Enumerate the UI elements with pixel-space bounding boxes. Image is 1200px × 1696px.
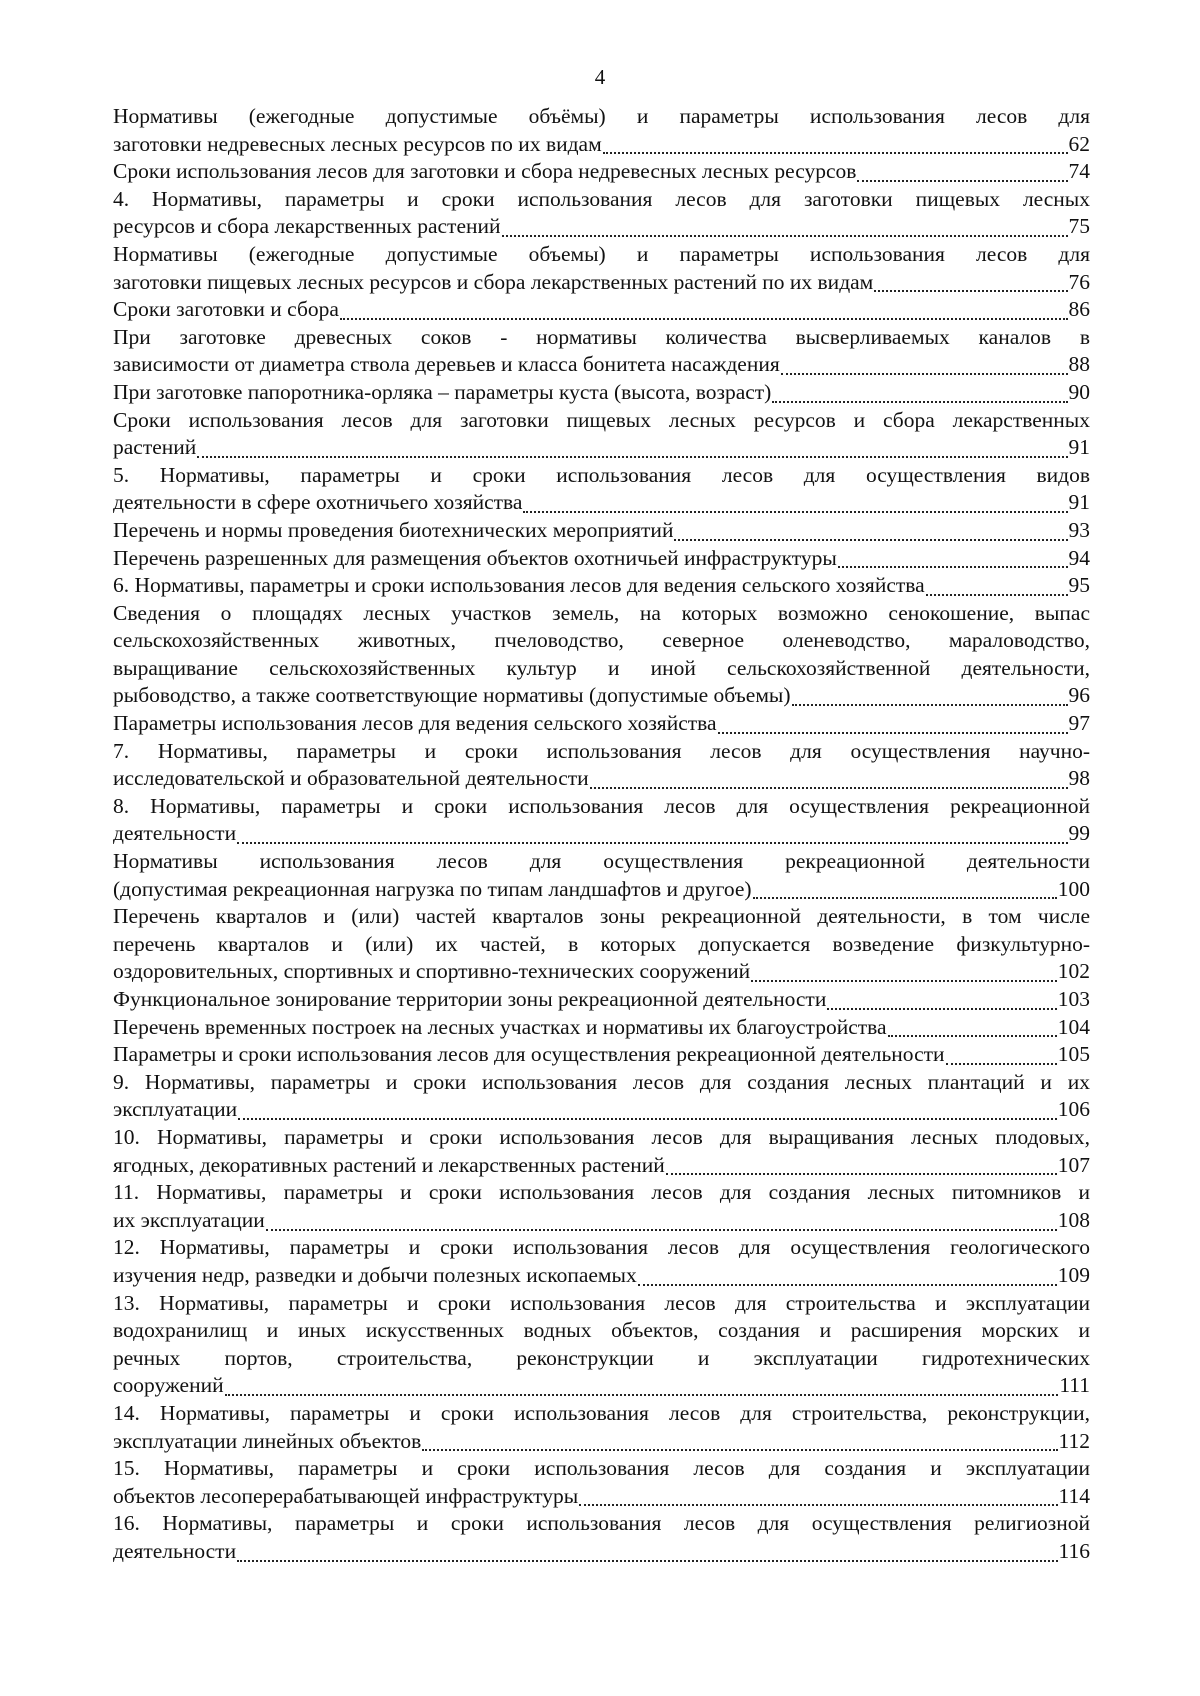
toc-entry-line: 11. Нормативы, параметры и сроки использования лесов для создания лесных питомников и: [113, 1180, 1090, 1205]
toc-page-number: 116: [1058, 1538, 1090, 1563]
toc-page-number: 98: [1068, 766, 1090, 791]
toc-entry-title: деятельности: [113, 821, 237, 846]
toc-entry-last-line: [113, 158, 1090, 186]
toc-entry[interactable]: [113, 1069, 1090, 1124]
dot-leader: [781, 373, 1068, 375]
toc-entry[interactable]: [113, 793, 1090, 848]
dot-leader: [888, 1035, 1057, 1037]
toc-page-number: 103: [1057, 987, 1090, 1011]
toc-page-number: 99: [1068, 821, 1090, 846]
toc-entry-last-line: [113, 434, 1090, 462]
toc-entry-last-line: [113, 958, 1090, 986]
toc-page-number: 114: [1058, 1483, 1090, 1508]
toc-page-number: 97: [1068, 711, 1090, 736]
toc-entry-line: 16. Нормативы, параметры и сроки использования лесов для осуществления религиозной: [113, 1511, 1090, 1536]
toc-page-number: 94: [1068, 545, 1090, 570]
toc-entry-title: Функциональное зонирование территории зоны рекреационной деятельности: [113, 987, 827, 1011]
toc-entry[interactable]: [113, 241, 1090, 296]
toc-entry[interactable]: [113, 1124, 1090, 1179]
toc-entry-title: Параметры и сроки использования лесов для осуществления рекреационной деятельности: [113, 1042, 945, 1067]
toc-entry-title: заготовки пищевых лесных ресурсов и сбора лекарственных растений по их видам: [113, 269, 874, 294]
toc-entry-last-line: [113, 1041, 1090, 1069]
toc-entry[interactable]: [113, 545, 1090, 573]
toc-page-number: 107: [1057, 1152, 1090, 1177]
toc-entry-title: ягодных, декоративных растений и лекарственных растений: [113, 1152, 665, 1177]
toc-entry[interactable]: [113, 572, 1090, 600]
toc-entry-title: деятельности: [113, 1538, 237, 1563]
toc-entry-line: Сроки использования лесов для заготовки пищевых лесных ресурсов и сбора лекарственных: [113, 407, 1090, 432]
toc-entry-title: При заготовке папоротника-орляка – параметры куста (высота, возраст): [113, 379, 772, 404]
toc-entry-line: 9. Нормативы, параметры и сроки использования лесов для создания лесных плантаций и их: [113, 1069, 1090, 1094]
toc-entry-line: водохранилищ и иных искусственных водных объектов, создания и расширения морских и: [113, 1318, 1090, 1343]
toc-entry-last-line: [113, 131, 1090, 159]
toc-entry-last-line: [113, 351, 1090, 379]
dot-leader: [666, 1173, 1057, 1175]
toc-entry[interactable]: [113, 1234, 1090, 1289]
toc-page-number: 106: [1057, 1097, 1090, 1122]
toc-entry-title: 6. Нормативы, параметры и сроки использования лесов для ведения сельского хозяйства: [113, 573, 925, 598]
toc-entry[interactable]: [113, 103, 1090, 158]
dot-leader: [422, 1449, 1057, 1451]
toc-page-number: 76: [1068, 269, 1090, 294]
toc-page-number: 96: [1068, 683, 1090, 708]
dot-leader: [874, 290, 1067, 292]
toc-page-number: 95: [1068, 573, 1090, 598]
toc-entry[interactable]: [113, 903, 1090, 986]
toc-page-number: 108: [1057, 1207, 1090, 1232]
toc-entry-title: Параметры использования лесов для ведения сельского хозяйства: [113, 711, 717, 736]
toc-entry-last-line: [113, 213, 1090, 241]
dot-leader: [579, 1504, 1057, 1506]
dot-leader: [718, 732, 1068, 734]
toc-entry[interactable]: [113, 1290, 1090, 1400]
toc-entry-title: эксплуатации: [113, 1097, 238, 1122]
toc-page-number: 86: [1068, 297, 1090, 322]
toc-entry-line: 14. Нормативы, параметры и сроки использования лесов для строительства, реконструкции,: [113, 1400, 1090, 1425]
dot-leader: [590, 787, 1068, 789]
toc-entry-last-line: [113, 1096, 1090, 1124]
toc-entry[interactable]: [113, 986, 1090, 1014]
toc-entry-title: зависимости от диаметра ствола деревьев и класса бонитета насаждения: [113, 352, 780, 377]
page-number: 4: [594, 65, 606, 89]
dot-leader: [946, 1063, 1057, 1065]
toc-entry-line: 5. Нормативы, параметры и сроки использования лесов для осуществления видов: [113, 462, 1090, 487]
toc-entry-last-line: [113, 1014, 1090, 1042]
toc-entry-line: 10. Нормативы, параметры и сроки использования лесов для выращивания лесных плодовых,: [113, 1124, 1090, 1149]
dot-leader: [792, 704, 1068, 706]
dot-leader: [340, 318, 1068, 320]
toc-page-number: 88: [1068, 352, 1090, 377]
dot-leader: [603, 152, 1068, 154]
toc-entry-title: исследовательской и образовательной деятельности: [113, 766, 589, 791]
toc-entry-last-line: [113, 1372, 1090, 1400]
toc-entry[interactable]: [113, 462, 1090, 517]
toc-entry-title: Сроки заготовки и сбора: [113, 297, 339, 322]
dot-leader: [751, 980, 1057, 982]
toc-entry[interactable]: [113, 710, 1090, 738]
toc-entry-title: рыбоводство, а также соответствующие нормативы (допустимые объемы): [113, 683, 791, 708]
dot-leader: [523, 511, 1067, 513]
toc-entry-last-line: [113, 682, 1090, 710]
toc-entry-last-line: [113, 545, 1090, 573]
dot-leader: [237, 842, 1067, 844]
dot-leader: [638, 1284, 1057, 1286]
toc-entry-last-line: [113, 572, 1090, 600]
toc-entry[interactable]: [113, 296, 1090, 324]
toc-entry-line: выращивание сельскохозяйственных культур и иной сельскохозяйственной деятельности,: [113, 655, 1090, 680]
toc-entry-line: 15. Нормативы, параметры и сроки использования лесов для создания и эксплуатации: [113, 1456, 1090, 1481]
table-of-contents: [113, 103, 1090, 1565]
toc-entry-last-line: [113, 1152, 1090, 1180]
toc-entry-last-line: [113, 765, 1090, 793]
toc-entry[interactable]: [113, 158, 1090, 186]
toc-entry-line: речных портов, строительства, реконструкции и эксплуатации гидротехнических: [113, 1345, 1090, 1370]
toc-entry-title: оздоровительных, спортивных и спортивно-технических сооружений: [113, 959, 751, 984]
toc-entry-line: 12. Нормативы, параметры и сроки использования лесов для осуществления геологического: [113, 1235, 1090, 1260]
toc-page-number: 111: [1059, 1373, 1090, 1398]
toc-entry-title: (допустимая рекреационная нагрузка по типам ландшафтов и другое): [113, 876, 752, 901]
toc-entry-line: 7. Нормативы, параметры и сроки использования лесов для осуществления научно-: [113, 738, 1090, 763]
toc-page-number: 100: [1057, 876, 1090, 901]
toc-entry-title: заготовки недревесных лесных ресурсов по их видам: [113, 131, 602, 156]
toc-entry-last-line: [113, 489, 1090, 517]
toc-entry[interactable]: [113, 517, 1090, 545]
toc-entry-last-line: [113, 517, 1090, 545]
toc-page-number: 74: [1068, 159, 1090, 184]
toc-page-number: 112: [1058, 1428, 1090, 1453]
dot-leader: [266, 1229, 1057, 1231]
toc-page-number: 105: [1057, 1042, 1090, 1067]
toc-entry[interactable]: [113, 848, 1090, 903]
toc-entry-title: эксплуатации линейных объектов: [113, 1428, 422, 1453]
toc-entry[interactable]: [113, 1510, 1090, 1565]
toc-entry-title: Перечень временных построек на лесных участках и нормативы их благоустройства: [113, 1014, 887, 1039]
toc-page-number: 109: [1057, 1262, 1090, 1287]
toc-entry[interactable]: [113, 407, 1090, 462]
dot-leader: [674, 539, 1067, 541]
dot-leader: [926, 594, 1068, 596]
toc-entry[interactable]: [113, 1400, 1090, 1455]
toc-page-number: 90: [1068, 379, 1090, 404]
toc-page-number: 91: [1068, 435, 1090, 460]
toc-entry-last-line: [113, 1262, 1090, 1290]
toc-entry-last-line: [113, 1207, 1090, 1235]
toc-entry[interactable]: [113, 1455, 1090, 1510]
toc-entry-title: объектов лесоперерабатывающей инфраструктуры: [113, 1483, 579, 1508]
toc-entry-line: перечень кварталов и (или) их частей, в которых допускается возведение физкультурно-: [113, 931, 1090, 956]
toc-entry-title: Перечень и нормы проведения биотехнических мероприятий: [113, 517, 674, 542]
toc-page-number: 75: [1068, 214, 1090, 239]
toc-entry-line: Нормативы использования лесов для осуществления рекреационной деятельности: [113, 849, 1090, 874]
toc-entry-last-line: [113, 986, 1090, 1014]
dot-leader: [772, 401, 1067, 403]
toc-entry-line: 8. Нормативы, параметры и сроки использования лесов для осуществления рекреационной: [113, 793, 1090, 818]
dot-leader: [225, 1394, 1059, 1396]
toc-entry-title: Сроки использования лесов для заготовки и сбора недревесных лесных ресурсов: [113, 159, 857, 184]
toc-entry-line: 13. Нормативы, параметры и сроки использования лесов для строительства и эксплуатации: [113, 1290, 1090, 1315]
toc-page-number: 91: [1068, 490, 1090, 515]
toc-entry[interactable]: [113, 1179, 1090, 1234]
toc-page-number: 102: [1057, 959, 1090, 984]
toc-entry-last-line: [113, 710, 1090, 738]
dot-leader: [197, 456, 1067, 458]
toc-page-number: 93: [1068, 517, 1090, 542]
dot-leader: [857, 180, 1067, 182]
toc-entry-title: растений: [113, 435, 197, 460]
dot-leader: [237, 1560, 1057, 1562]
dot-leader: [753, 897, 1057, 899]
toc-entry[interactable]: [113, 1041, 1090, 1069]
toc-entry-title: деятельности в сфере охотничьего хозяйства: [113, 490, 523, 515]
toc-entry-line: Перечень кварталов и (или) частей кварталов зоны рекреационной деятельности, в том числе: [113, 904, 1090, 929]
toc-entry-title: сооружений: [113, 1373, 224, 1398]
dot-leader: [238, 1118, 1057, 1120]
toc-entry[interactable]: [113, 1014, 1090, 1042]
toc-page-number: 62: [1068, 131, 1090, 156]
toc-entry-title: Перечень разрешенных для размещения объектов охотничьей инфраструктуры: [113, 545, 837, 570]
toc-entry-last-line: [113, 876, 1090, 904]
toc-entry-line: При заготовке древесных соков - нормативы количества высверливаемых каналов в: [113, 324, 1090, 349]
dot-leader: [827, 1008, 1056, 1010]
toc-entry-line: 4. Нормативы, параметры и сроки использования лесов для заготовки пищевых лесных: [113, 186, 1090, 211]
toc-entry-title: изучения недр, разведки и добычи полезных ископаемых: [113, 1262, 637, 1287]
toc-entry[interactable]: [113, 600, 1090, 710]
toc-entry[interactable]: [113, 186, 1090, 241]
toc-entry-last-line: [113, 269, 1090, 297]
toc-page-number: 104: [1057, 1014, 1090, 1039]
toc-entry-last-line: [113, 1483, 1090, 1511]
toc-entry-line: сельскохозяйственных животных, пчеловодство, северное оленеводство, мараловодство,: [113, 628, 1090, 653]
dot-leader: [502, 235, 1068, 237]
toc-entry-title: их эксплуатации: [113, 1207, 265, 1232]
toc-entry-line: Сведения о площадях лесных участков земель, на которых возможно сенокошение, выпас: [113, 600, 1090, 625]
toc-entry[interactable]: [113, 379, 1090, 407]
toc-entry[interactable]: [113, 324, 1090, 379]
toc-entry-last-line: [113, 296, 1090, 324]
toc-entry-last-line: [113, 1428, 1090, 1456]
dot-leader: [838, 566, 1068, 568]
toc-entry-last-line: [113, 379, 1090, 407]
toc-entry-line: Нормативы (ежегодные допустимые объемы) и параметры использования лесов для: [113, 241, 1090, 266]
toc-entry-last-line: [113, 1538, 1090, 1566]
toc-entry-title: ресурсов и сбора лекарственных растений: [113, 214, 501, 239]
toc-entry-line: Нормативы (ежегодные допустимые объёмы) и параметры использования лесов для: [113, 104, 1090, 128]
toc-entry-last-line: [113, 820, 1090, 848]
toc-entry[interactable]: [113, 738, 1090, 793]
